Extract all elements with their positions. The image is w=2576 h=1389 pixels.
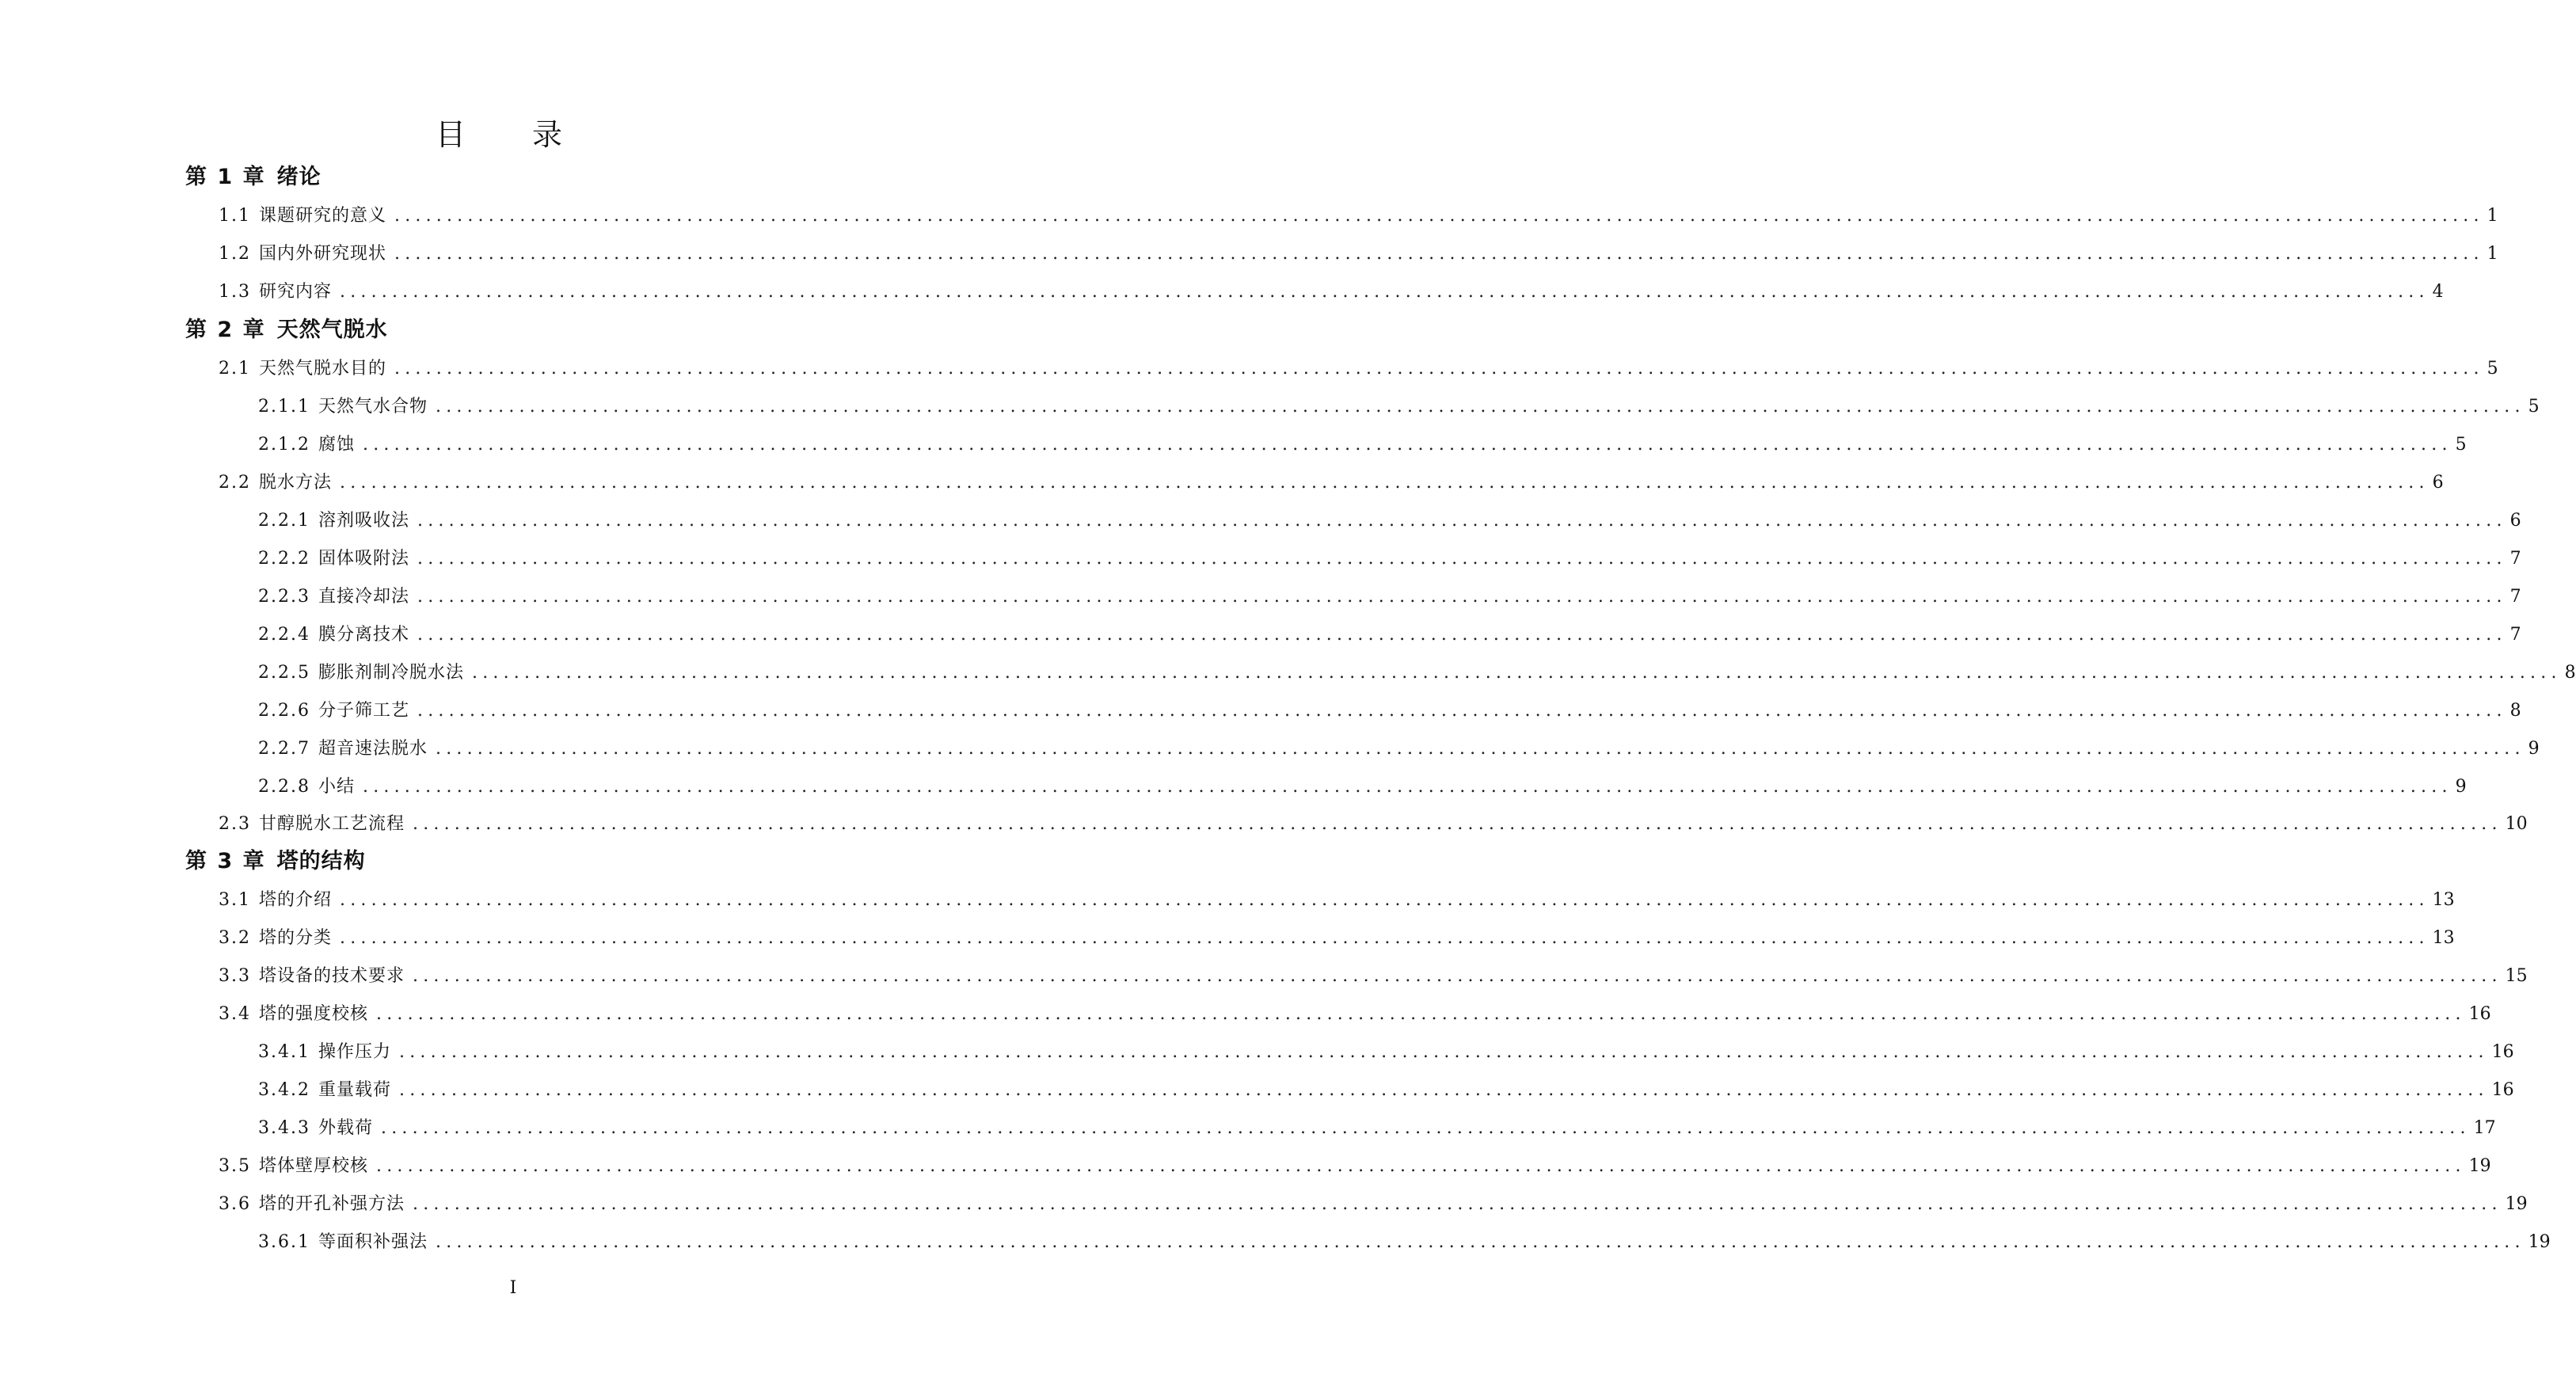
dot-leader: ........................................................................................................................................................................................................: [436, 397, 2525, 417]
toc-entry-number: 1.3: [219, 282, 251, 302]
toc-entry-label: 操作压力: [318, 1042, 391, 1062]
toc-entry-label: 重量载荷: [318, 1080, 391, 1100]
toc-chapter-row[interactable]: [185, 846, 835, 877]
toc-entry-label: 甘醇脱水工艺流程: [259, 814, 405, 834]
toc-entry-label: 天然气水合物: [318, 397, 428, 417]
toc-entry-label: 脱水方法: [259, 473, 333, 493]
toc-entry-page: 19: [2468, 1156, 2491, 1176]
toc-entry-page: 8: [2564, 663, 2576, 683]
dot-leader: ........................................................................................................................................................................................................: [417, 549, 2507, 569]
toc-entry-page: 1: [2487, 206, 2498, 226]
toc-subsection-row[interactable]: [258, 581, 2521, 613]
toc-entry-label: 等面积补强法: [318, 1232, 428, 1252]
toc-entry-number: 2.2.5: [258, 663, 310, 683]
toc-entry-label: 溶剂吸收法: [318, 511, 409, 531]
toc-entry-page: 9: [2455, 777, 2467, 797]
toc-section-row[interactable]: [219, 885, 2455, 916]
toc-entry-page: 5: [2455, 435, 2467, 455]
dot-leader: ........................................................................................................................................................................................................: [472, 663, 2562, 683]
toc-entry-number: 2.2.6: [258, 701, 310, 721]
toc-entry-number: 3.5: [219, 1156, 251, 1176]
toc-entry-page: 13: [2432, 928, 2455, 948]
toc-entry-page: 5: [2528, 397, 2540, 417]
dot-leader: ........................................................................................................................................................................................................: [413, 814, 2502, 834]
dot-leader: ........................................................................................................................................................................................................: [394, 206, 2484, 226]
toc-entry-label: 塔设备的技术要求: [259, 966, 405, 986]
toc-entry-label: 国内外研究现状: [259, 244, 387, 264]
toc-entry-label: 膨胀剂制冷脱水法: [318, 663, 464, 683]
toc-entry-page: 17: [2473, 1118, 2496, 1138]
dot-leader: ........................................................................................................................................................................................................: [417, 511, 2507, 531]
toc-entry-number: 第 3 章: [185, 849, 266, 873]
toc-entry-label: 塔的结构: [276, 849, 366, 873]
toc-subsection-row[interactable]: [258, 695, 2521, 727]
toc-entry-number: 3.6: [219, 1194, 251, 1214]
toc-entry-number: 2.2.4: [258, 625, 310, 645]
dot-leader: ........................................................................................................................................................................................................: [376, 1156, 2466, 1176]
toc-entry-page: 16: [2468, 1004, 2491, 1024]
toc-section-row[interactable]: [219, 961, 2528, 992]
toc-entry-page: 8: [2509, 701, 2521, 721]
toc-entry-page: 6: [2509, 511, 2521, 531]
toc-entry-number: 2.2.3: [258, 587, 310, 607]
toc-entry-label: 塔体壁厚校核: [259, 1156, 369, 1176]
toc-entry-page: 7: [2509, 625, 2521, 645]
dot-leader: ........................................................................................................................................................................................................: [340, 473, 2430, 493]
toc-section-row[interactable]: [219, 276, 2444, 308]
toc-subsection-row[interactable]: [258, 1037, 2514, 1068]
dot-leader: ........................................................................................................................................................................................................: [340, 282, 2430, 302]
toc-entry-label: 课题研究的意义: [259, 206, 387, 226]
toc-entry-number: 3.4: [219, 1004, 251, 1024]
toc-entry-page: 16: [2491, 1042, 2514, 1062]
toc-entry-number: 2.1.2: [258, 435, 310, 455]
toc-entry-number: 3.3: [219, 966, 251, 986]
toc-entry-number: 2.2.8: [258, 777, 310, 797]
toc-entry-label: 膜分离技术: [318, 625, 409, 645]
toc-entry-number: 1.2: [219, 244, 251, 264]
toc-entry-number: 2.2.7: [258, 739, 310, 759]
toc-entry-page: 7: [2509, 587, 2521, 607]
toc-subsection-row[interactable]: [258, 391, 2540, 423]
toc-section-row[interactable]: [219, 809, 2528, 840]
toc-subsection-row[interactable]: [258, 657, 2576, 689]
dot-leader: ........................................................................................................................................................................................................: [394, 359, 2484, 379]
page-number: I: [509, 1278, 517, 1298]
dot-leader: ........................................................................................................................................................................................................: [399, 1042, 2489, 1062]
toc-entry-number: 2.2.2: [258, 549, 310, 569]
toc-entry-page: 1: [2487, 244, 2498, 264]
toc-entry-number: 3.4.1: [258, 1042, 310, 1062]
dot-leader: ........................................................................................................................................................................................................: [436, 1232, 2525, 1252]
toc-entry-number: 3.4.3: [258, 1118, 310, 1138]
dot-leader: ........................................................................................................................................................................................................: [436, 739, 2525, 759]
toc-section-row[interactable]: [219, 353, 2498, 385]
toc-entry-label: 腐蚀: [318, 435, 355, 455]
toc-subsection-row[interactable]: [258, 505, 2521, 537]
toc-chapter-row[interactable]: [185, 314, 835, 346]
dot-leader: ........................................................................................................................................................................................................: [399, 1080, 2489, 1100]
toc-entry-page: 10: [2505, 814, 2528, 834]
toc-section-row[interactable]: [219, 1189, 2528, 1220]
toc-subsection-row[interactable]: [258, 733, 2540, 765]
toc-entry-label: 塔的开孔补强方法: [259, 1194, 405, 1214]
toc-entry-label: 分子筛工艺: [318, 701, 409, 721]
toc-entry-label: 绪论: [276, 165, 322, 189]
toc-entry-page: 16: [2491, 1080, 2514, 1100]
toc-section-row[interactable]: [219, 238, 2498, 270]
toc-entry-label: 外载荷: [318, 1118, 373, 1138]
toc-subsection-row[interactable]: [258, 1075, 2514, 1106]
toc-entry-page: 19: [2505, 1194, 2528, 1214]
toc-entry-label: 固体吸附法: [318, 549, 409, 569]
dot-leader: ........................................................................................................................................................................................................: [363, 777, 2452, 797]
toc-subsection-row[interactable]: [258, 429, 2467, 461]
toc-entry-page: 19: [2528, 1232, 2551, 1252]
toc-entry-label: 天然气脱水: [276, 318, 388, 342]
toc-entry-label: 天然气脱水目的: [259, 359, 387, 379]
toc-entry-number: 3.6.1: [258, 1232, 310, 1252]
toc-entry-label: 小结: [318, 777, 355, 797]
dot-leader: ........................................................................................................................................................................................................: [376, 1004, 2466, 1024]
dot-leader: ........................................................................................................................................................................................................: [417, 701, 2507, 721]
toc-entry-number: 1.1: [219, 206, 251, 226]
toc-subsection-row[interactable]: [258, 1227, 2551, 1258]
dot-leader: ........................................................................................................................................................................................................: [417, 625, 2507, 645]
toc-entry-number: 2.2.1: [258, 511, 310, 531]
toc-entry-number: 3.1: [219, 890, 251, 910]
dot-leader: ........................................................................................................................................................................................................: [363, 435, 2452, 455]
toc-section-row[interactable]: [219, 999, 2491, 1030]
toc-entry-page: 9: [2528, 739, 2540, 759]
toc-entry-number: 2.1.1: [258, 397, 310, 417]
toc-entry-page: 4: [2432, 282, 2444, 302]
dot-leader: ........................................................................................................................................................................................................: [340, 928, 2430, 948]
toc-section-row[interactable]: [219, 200, 2498, 232]
toc-entry-label: 塔的介绍: [259, 890, 333, 910]
toc-entry-label: 超音速法脱水: [318, 739, 428, 759]
toc-entry-page: 7: [2509, 549, 2521, 569]
dot-leader: ........................................................................................................................................................................................................: [417, 587, 2507, 607]
toc-entry-page: 6: [2432, 473, 2444, 493]
toc-entry-page: 15: [2505, 966, 2528, 986]
toc-entry-number: 第 2 章: [185, 318, 266, 342]
dot-leader: ........................................................................................................................................................................................................: [381, 1118, 2471, 1138]
toc-subsection-row[interactable]: [258, 1113, 2496, 1144]
toc-entry-number: 3.2: [219, 928, 251, 948]
toc-entry-number: 2.1: [219, 359, 251, 379]
toc-entry-number: 第 1 章: [185, 165, 266, 189]
toc-entry-page: 13: [2432, 890, 2455, 910]
toc-section-row[interactable]: [219, 467, 2444, 499]
toc-section-row[interactable]: [219, 923, 2455, 954]
toc-entry-number: 2.2: [219, 473, 251, 493]
toc-section-row[interactable]: [219, 1151, 2491, 1182]
toc-subsection-row[interactable]: [258, 543, 2521, 575]
toc-entry-label: 直接冷却法: [318, 587, 409, 607]
dot-leader: ........................................................................................................................................................................................................: [340, 890, 2430, 910]
toc-entry-number: 3.4.2: [258, 1080, 310, 1100]
toc-entry-label: 研究内容: [259, 282, 333, 302]
dot-leader: ........................................................................................................................................................................................................: [413, 966, 2502, 986]
toc-entry-number: 2.3: [219, 814, 251, 834]
toc-entry-page: 5: [2487, 359, 2498, 379]
toc-entry-label: 塔的分类: [259, 928, 333, 948]
toc-chapter-row[interactable]: [185, 162, 835, 193]
toc-subsection-row[interactable]: [258, 771, 2467, 803]
toc-subsection-row[interactable]: [258, 619, 2521, 651]
toc-entry-label: 塔的强度校核: [259, 1004, 369, 1024]
toc-title: 目 录: [435, 117, 592, 152]
dot-leader: ........................................................................................................................................................................................................: [413, 1194, 2502, 1214]
dot-leader: ........................................................................................................................................................................................................: [394, 244, 2484, 264]
